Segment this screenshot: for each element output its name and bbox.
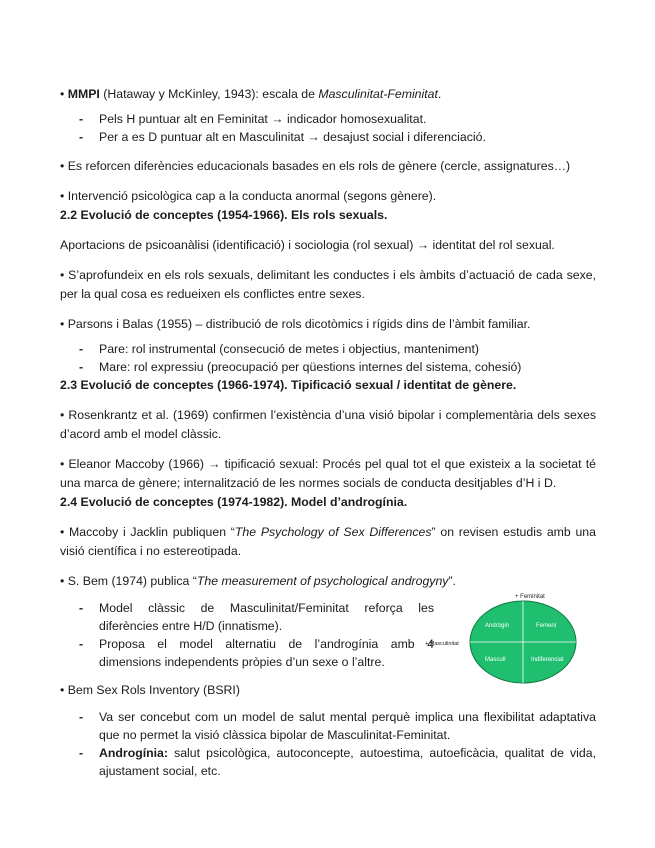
androginia-term: Androgínia: — [99, 746, 168, 760]
list-item: - Pare: rol instrumental (consecució de metes i objectius, manteniment) — [79, 340, 596, 358]
section-2-2-p1: Aportacions de psicoanàlisi (identificació) i sociologia (rol sexual) → identitat del rol sexual. — [60, 238, 555, 252]
mmpi-end: . — [437, 87, 442, 101]
quadrant-masculi: Masculí — [485, 657, 506, 663]
article-title: The measurement of psychological androgyny — [196, 574, 449, 588]
top-axis-label: + Feminitat — [515, 594, 545, 600]
p2-post: ”. — [448, 574, 456, 588]
quadrant-indiferenciat: Indiferenciat — [531, 657, 564, 663]
list-item: - Mare: rol expressiu (preocupació per qüestions internes del sistema, cohesió) — [79, 358, 596, 376]
mmpi-text: (Hataway y McKinley, 1943): escala de — [99, 87, 319, 101]
quadrant-femeni: Femení — [536, 623, 557, 629]
mmpi-term: MMPI — [67, 87, 100, 101]
section-2-4-heading: 2.4 Evolució de conceptes (1974-1982). Model d’androgínia. — [60, 495, 408, 509]
mmpi-paragraph — [60, 85, 596, 104]
book-title: The Psychology of Sex Differences — [234, 525, 432, 539]
section-2-4-p1 — [60, 523, 596, 561]
bem-list — [60, 599, 434, 671]
document-page — [60, 85, 596, 780]
section-2-3-p1: • Rosenkrantz et al. (1969) confirmen l’existència d’una visió bipolar i complementària dels sexes d’acord amb el model clàssic. — [60, 408, 596, 441]
list-item: - Va ser concebut com un model de salut mental perquè implica una flexibilitat adaptativa que no permet la visió clàssica bipolar de Masculinitat-Feminitat. — [79, 708, 596, 744]
quadrant-androgin: Andrògin — [485, 623, 510, 629]
bsri-list — [60, 708, 596, 780]
parsons-list — [60, 340, 596, 376]
section-2-2-p2: • S’aprofundeix en els rols sexuals, delimitant les conductes i els àmbits d’actuació de cada sexe, per la qual cosa es redueixen els conflictes entre sexes. — [60, 268, 596, 301]
section-2-2-p3: • Parsons i Balas (1955) – distribució de rols dicotòmics i rígids dins de l’àmbit familiar. — [60, 317, 531, 331]
list-item: - Model clàssic de Masculinitat/Feminitat reforça les diferències entre H/D (innatisme). — [79, 599, 434, 635]
section-2-2-heading: 2.2 Evolució de conceptes (1954-1966). Els rols sexuals. — [60, 208, 388, 222]
list-item: - Per a es D puntuar alt en Masculinitat → desajust social i diferenciació. — [79, 128, 596, 146]
reforcen-paragraph: • Es reforcen diferències educacionals basades en els rols de gènere (cercle, assignatures…) — [60, 159, 571, 173]
section-2-3-heading: 2.3 Evolució de conceptes (1966-1974). Tipificació sexual / identitat de gènere. — [60, 378, 517, 392]
mmpi-italic: Masculinitat-Feminitat — [318, 87, 438, 101]
p1-pre: • Maccoby i Jacklin publiquen “ — [60, 525, 235, 539]
p1-post: ” on revisen estudis amb una visió científica i no estereotipada. — [60, 525, 596, 558]
androginia-text: salut psicològica, autoconcepte, autoestima, autoeficàcia, qualitat de vida, ajustament social, etc. — [99, 746, 596, 778]
mmpi-list — [60, 110, 596, 146]
p2-pre: • S. Bem (1974) publica “ — [60, 574, 197, 588]
intervencio-paragraph: • Intervenció psicològica cap a la conducta anormal (segons gènere). — [60, 189, 437, 203]
list-item: - Pels H puntuar alt en Feminitat → indicador homosexualitat. — [79, 110, 596, 128]
list-item: - Proposa el model alternatiu de l’androgínia amb 4 dimensions independents pròpies d’un sexe o l’altre. — [79, 635, 434, 671]
bullet: • — [60, 87, 65, 101]
androgyny-diagram — [420, 589, 590, 689]
bem-diagram-row — [60, 594, 596, 671]
section-2-3-p2: • Eleanor Maccoby (1966) → tipificació sexual: Procés pel qual tot el que existeix a la societat té una marca de gènere; internalització de les normes socials de conducta desitjables d’H i D. — [60, 457, 596, 490]
left-axis-label: + Masculinitat — [425, 641, 459, 647]
list-item — [79, 744, 596, 780]
bsri-paragraph: • Bem Sex Rols Inventory (BSRI) — [60, 683, 240, 697]
